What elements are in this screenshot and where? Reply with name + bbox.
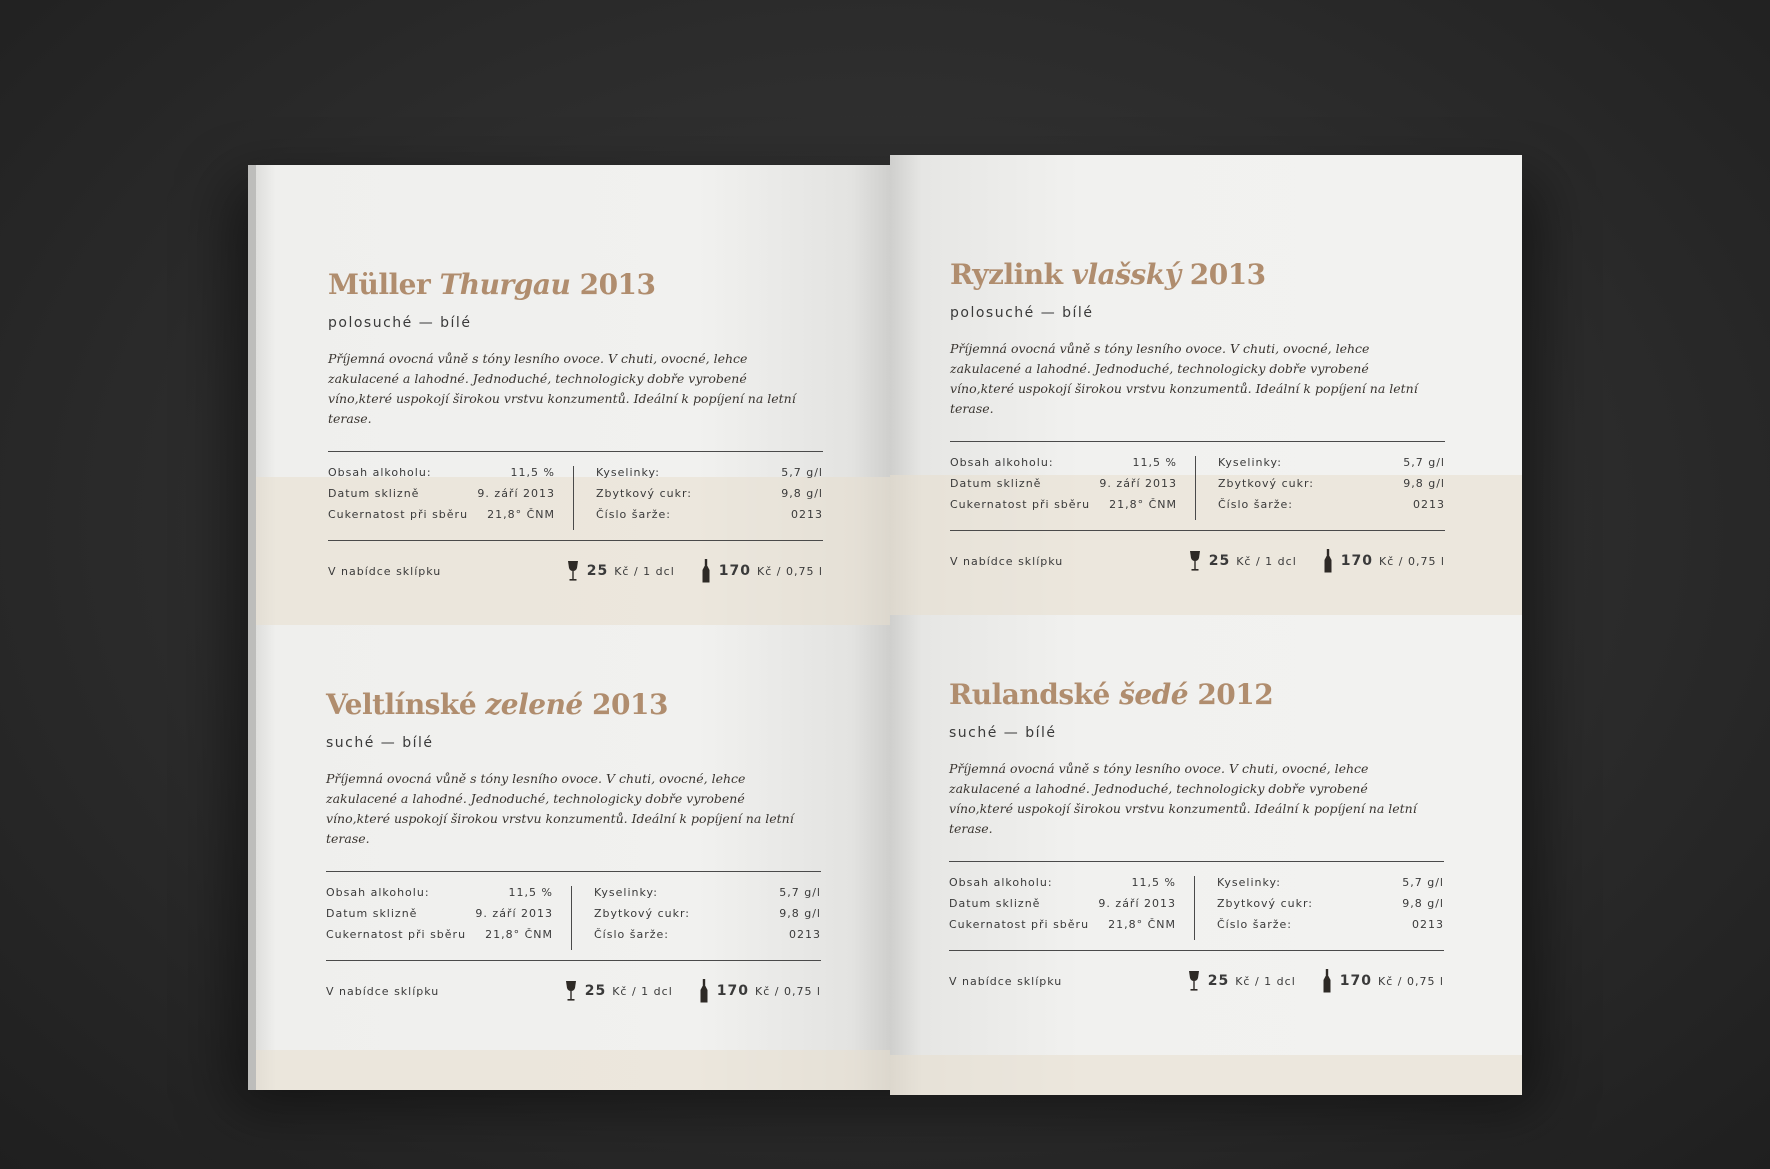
- stat-label: Číslo šarže:: [594, 928, 669, 941]
- stat-row: [949, 918, 1176, 939]
- bottle-price-value: 170: [1339, 973, 1372, 989]
- wine-entry-ryzlink-vlassky: [950, 258, 1445, 573]
- offer-label: V nabídce sklípku: [328, 564, 442, 578]
- stat-label: Datum sklizně: [950, 477, 1042, 490]
- stats-left-column: [326, 886, 572, 950]
- wine-type: polosuché — bílé: [950, 305, 1094, 321]
- stat-row: [596, 508, 823, 529]
- wine-year: 2013: [1189, 258, 1266, 291]
- wine-title: [328, 268, 823, 301]
- divider: [326, 960, 821, 961]
- wine-title: [950, 258, 1445, 291]
- stat-row: [950, 477, 1177, 498]
- stat-row: [1217, 918, 1444, 939]
- wine-entry-rulandske-sede: [949, 678, 1444, 993]
- stat-label: Obsah alkoholu:: [326, 886, 430, 899]
- wine-stats: [326, 886, 821, 950]
- wine-description: Příjemná ovocná vůně s tóny lesního ovoce. V chuti, ovocné, lehce zakulacené a lahodné. Jednoduché, technologicky dobře vyrobené víno,které uspokojí širokou vrstvu konzumentů. Ideální k popíjení na letní terase.: [949, 761, 1417, 836]
- stat-row: [328, 508, 555, 529]
- stat-label: Zbytkový cukr:: [596, 487, 692, 500]
- stat-row: [594, 907, 821, 928]
- stats-right-column: [1195, 876, 1444, 940]
- stat-value: 9,8 g/l: [781, 487, 823, 500]
- wine-stats: [949, 876, 1444, 940]
- bottle-price: [1323, 549, 1445, 573]
- stat-label: Zbytkový cukr:: [594, 907, 690, 920]
- stat-value: 0213: [1413, 498, 1445, 511]
- bottle-price: [1322, 969, 1444, 993]
- stat-row: [326, 907, 553, 928]
- stat-label: Obsah alkoholu:: [328, 466, 432, 479]
- wine-stats: [950, 456, 1445, 520]
- wine-name: Veltlínské: [326, 688, 477, 721]
- wine-bottle-icon: [701, 559, 711, 583]
- glass-price-value: 25: [586, 563, 609, 579]
- stat-label: Zbytkový cukr:: [1218, 477, 1314, 490]
- stat-label: Zbytkový cukr:: [1217, 897, 1313, 910]
- stat-value: 21,8° ČNM: [1108, 918, 1176, 931]
- stat-row: [596, 487, 823, 508]
- stat-row: [596, 466, 823, 487]
- glass-price-unit: Kč / 1 dcl: [1236, 554, 1297, 568]
- wine-name: Ryzlink: [950, 258, 1063, 291]
- accent-band-bottom: [890, 1055, 1522, 1095]
- wine-glass-icon: [565, 980, 577, 1002]
- stats-right-column: [572, 886, 821, 950]
- glass-price: [567, 560, 675, 582]
- glass-price-unit: Kč / 1 dcl: [612, 984, 673, 998]
- bottle-price-value: 170: [716, 983, 749, 999]
- wine-name-italic: vlašský: [1071, 258, 1181, 291]
- offer-row: [949, 969, 1444, 993]
- stat-value: 9. září 2013: [1098, 897, 1176, 910]
- divider: [949, 950, 1444, 951]
- stat-label: Datum sklizně: [328, 487, 420, 500]
- divider: [326, 871, 821, 872]
- stat-label: Kyselinky:: [1217, 876, 1281, 889]
- stat-value: 21,8° ČNM: [487, 508, 555, 521]
- stat-value: 21,8° ČNM: [1109, 498, 1177, 511]
- stat-value: 11,5 %: [510, 466, 555, 479]
- wine-stats: [328, 466, 823, 530]
- bottle-price-unit: Kč / 0,75 l: [1378, 554, 1445, 568]
- stat-value: 5,7 g/l: [1402, 876, 1444, 889]
- stat-row: [1218, 498, 1445, 519]
- stats-right-column: [1196, 456, 1445, 520]
- stat-label: Cukernatost při sběru: [328, 508, 469, 521]
- wine-glass-icon: [567, 560, 579, 582]
- glass-price: [565, 980, 673, 1002]
- stat-label: Obsah alkoholu:: [950, 456, 1054, 469]
- glass-price: [1189, 550, 1297, 572]
- divider: [328, 451, 823, 452]
- wine-type: polosuché — bílé: [328, 315, 472, 331]
- wine-year: 2013: [592, 688, 668, 721]
- stat-row: [949, 897, 1176, 918]
- stat-value: 5,7 g/l: [779, 886, 821, 899]
- stat-label: Číslo šarže:: [1217, 918, 1292, 931]
- glass-price-value: 25: [1208, 553, 1231, 569]
- stat-label: Číslo šarže:: [596, 508, 671, 521]
- wine-description: Příjemná ovocná vůně s tóny lesního ovoce. V chuti, ovocné, lehce zakulacené a lahodné. Jednoduché, technologicky dobře vyrobené víno,které uspokojí širokou vrstvu konzumentů. Ideální k popíjení na letní terase.: [950, 341, 1418, 416]
- stat-label: Kyselinky:: [1218, 456, 1282, 469]
- wine-year: 2012: [1197, 678, 1274, 711]
- stat-label: Cukernatost při sběru: [949, 918, 1090, 931]
- wine-entry-muller-thurgau: [328, 268, 823, 583]
- wine-description: Příjemná ovocná vůně s tóny lesního ovoce. V chuti, ovocné, lehce zakulacené a lahodné. Jednoduché, technologicky dobře vyrobené víno,které uspokojí širokou vrstvu konzumentů. Ideální k popíjení na letní terase.: [326, 771, 794, 846]
- stats-right-column: [574, 466, 823, 530]
- wine-title: [326, 688, 821, 721]
- stat-row: [950, 456, 1177, 477]
- stats-left-column: [328, 466, 574, 530]
- wine-name: Rulandské: [949, 678, 1110, 711]
- stat-row: [594, 886, 821, 907]
- divider: [949, 861, 1444, 862]
- wine-name-italic: Thurgau: [439, 268, 571, 301]
- wine-glass-icon: [1189, 550, 1201, 572]
- stat-value: 9. září 2013: [1099, 477, 1177, 490]
- stat-value: 11,5 %: [1132, 456, 1177, 469]
- stat-label: Číslo šarže:: [1218, 498, 1293, 511]
- stat-row: [949, 876, 1176, 897]
- stat-value: 9,8 g/l: [779, 907, 821, 920]
- divider: [950, 441, 1445, 442]
- stat-label: Datum sklizně: [326, 907, 418, 920]
- offer-row: [326, 979, 821, 1003]
- stat-row: [1217, 876, 1444, 897]
- offer-label: V nabídce sklípku: [949, 974, 1063, 988]
- stat-row: [950, 498, 1177, 519]
- glass-price-value: 25: [584, 983, 607, 999]
- stat-row: [1218, 477, 1445, 498]
- glass-price: [1188, 970, 1296, 992]
- bottle-price: [701, 559, 823, 583]
- stat-value: 0213: [789, 928, 821, 941]
- wine-name: Müller: [328, 268, 431, 301]
- stat-value: 11,5 %: [1131, 876, 1176, 889]
- glass-price-value: 25: [1207, 973, 1230, 989]
- stat-row: [1218, 456, 1445, 477]
- page-edge: [248, 165, 256, 1090]
- stat-row: [326, 928, 553, 949]
- wine-description: Příjemná ovocná vůně s tóny lesního ovoce. V chuti, ovocné, lehce zakulacené a lahodné. Jednoduché, technologicky dobře vyrobené víno,které uspokojí širokou vrstvu konzumentů. Ideální k popíjení na letní terase.: [328, 351, 796, 426]
- offer-row: [950, 549, 1445, 573]
- divider: [950, 530, 1445, 531]
- stat-row: [326, 886, 553, 907]
- wine-name-italic: šedé: [1119, 678, 1189, 711]
- wine-bottle-icon: [699, 979, 709, 1003]
- stats-left-column: [950, 456, 1196, 520]
- stat-label: Cukernatost při sběru: [950, 498, 1091, 511]
- wine-bottle-icon: [1322, 969, 1332, 993]
- wine-type: suché — bílé: [326, 735, 434, 751]
- glass-price-unit: Kč / 1 dcl: [1235, 974, 1296, 988]
- stat-value: 9. září 2013: [475, 907, 553, 920]
- wine-type: suché — bílé: [949, 725, 1057, 741]
- stat-value: 11,5 %: [508, 886, 553, 899]
- bottle-price: [699, 979, 821, 1003]
- stat-label: Cukernatost při sběru: [326, 928, 467, 941]
- divider: [328, 540, 823, 541]
- stat-value: 9,8 g/l: [1403, 477, 1445, 490]
- stat-value: 0213: [1412, 918, 1444, 931]
- wine-name-italic: zelené: [485, 688, 583, 721]
- stat-row: [328, 466, 555, 487]
- stat-value: 0213: [791, 508, 823, 521]
- stat-label: Kyselinky:: [596, 466, 660, 479]
- wine-entry-veltlinske-zelene: [326, 688, 821, 1003]
- wine-bottle-icon: [1323, 549, 1333, 573]
- wine-glass-icon: [1188, 970, 1200, 992]
- glass-price-unit: Kč / 1 dcl: [614, 564, 675, 578]
- stat-label: Kyselinky:: [594, 886, 658, 899]
- stat-value: 9,8 g/l: [1402, 897, 1444, 910]
- stat-row: [328, 487, 555, 508]
- stat-value: 9. září 2013: [477, 487, 555, 500]
- stat-label: Obsah alkoholu:: [949, 876, 1053, 889]
- accent-band-bottom: [250, 1050, 890, 1090]
- offer-label: V nabídce sklípku: [950, 554, 1064, 568]
- offer-row: [328, 559, 823, 583]
- offer-label: V nabídce sklípku: [326, 984, 440, 998]
- stat-value: 5,7 g/l: [781, 466, 823, 479]
- bottle-price-unit: Kč / 0,75 l: [754, 984, 821, 998]
- bottle-price-unit: Kč / 0,75 l: [756, 564, 823, 578]
- stats-left-column: [949, 876, 1195, 940]
- wine-year: 2013: [579, 268, 656, 301]
- bottle-price-value: 170: [718, 563, 751, 579]
- bottle-price-unit: Kč / 0,75 l: [1377, 974, 1444, 988]
- wine-title: [949, 678, 1444, 711]
- bottle-price-value: 170: [1340, 553, 1373, 569]
- stat-row: [1217, 897, 1444, 918]
- stat-value: 21,8° ČNM: [485, 928, 553, 941]
- stat-label: Datum sklizně: [949, 897, 1041, 910]
- stat-value: 5,7 g/l: [1403, 456, 1445, 469]
- stat-row: [594, 928, 821, 949]
